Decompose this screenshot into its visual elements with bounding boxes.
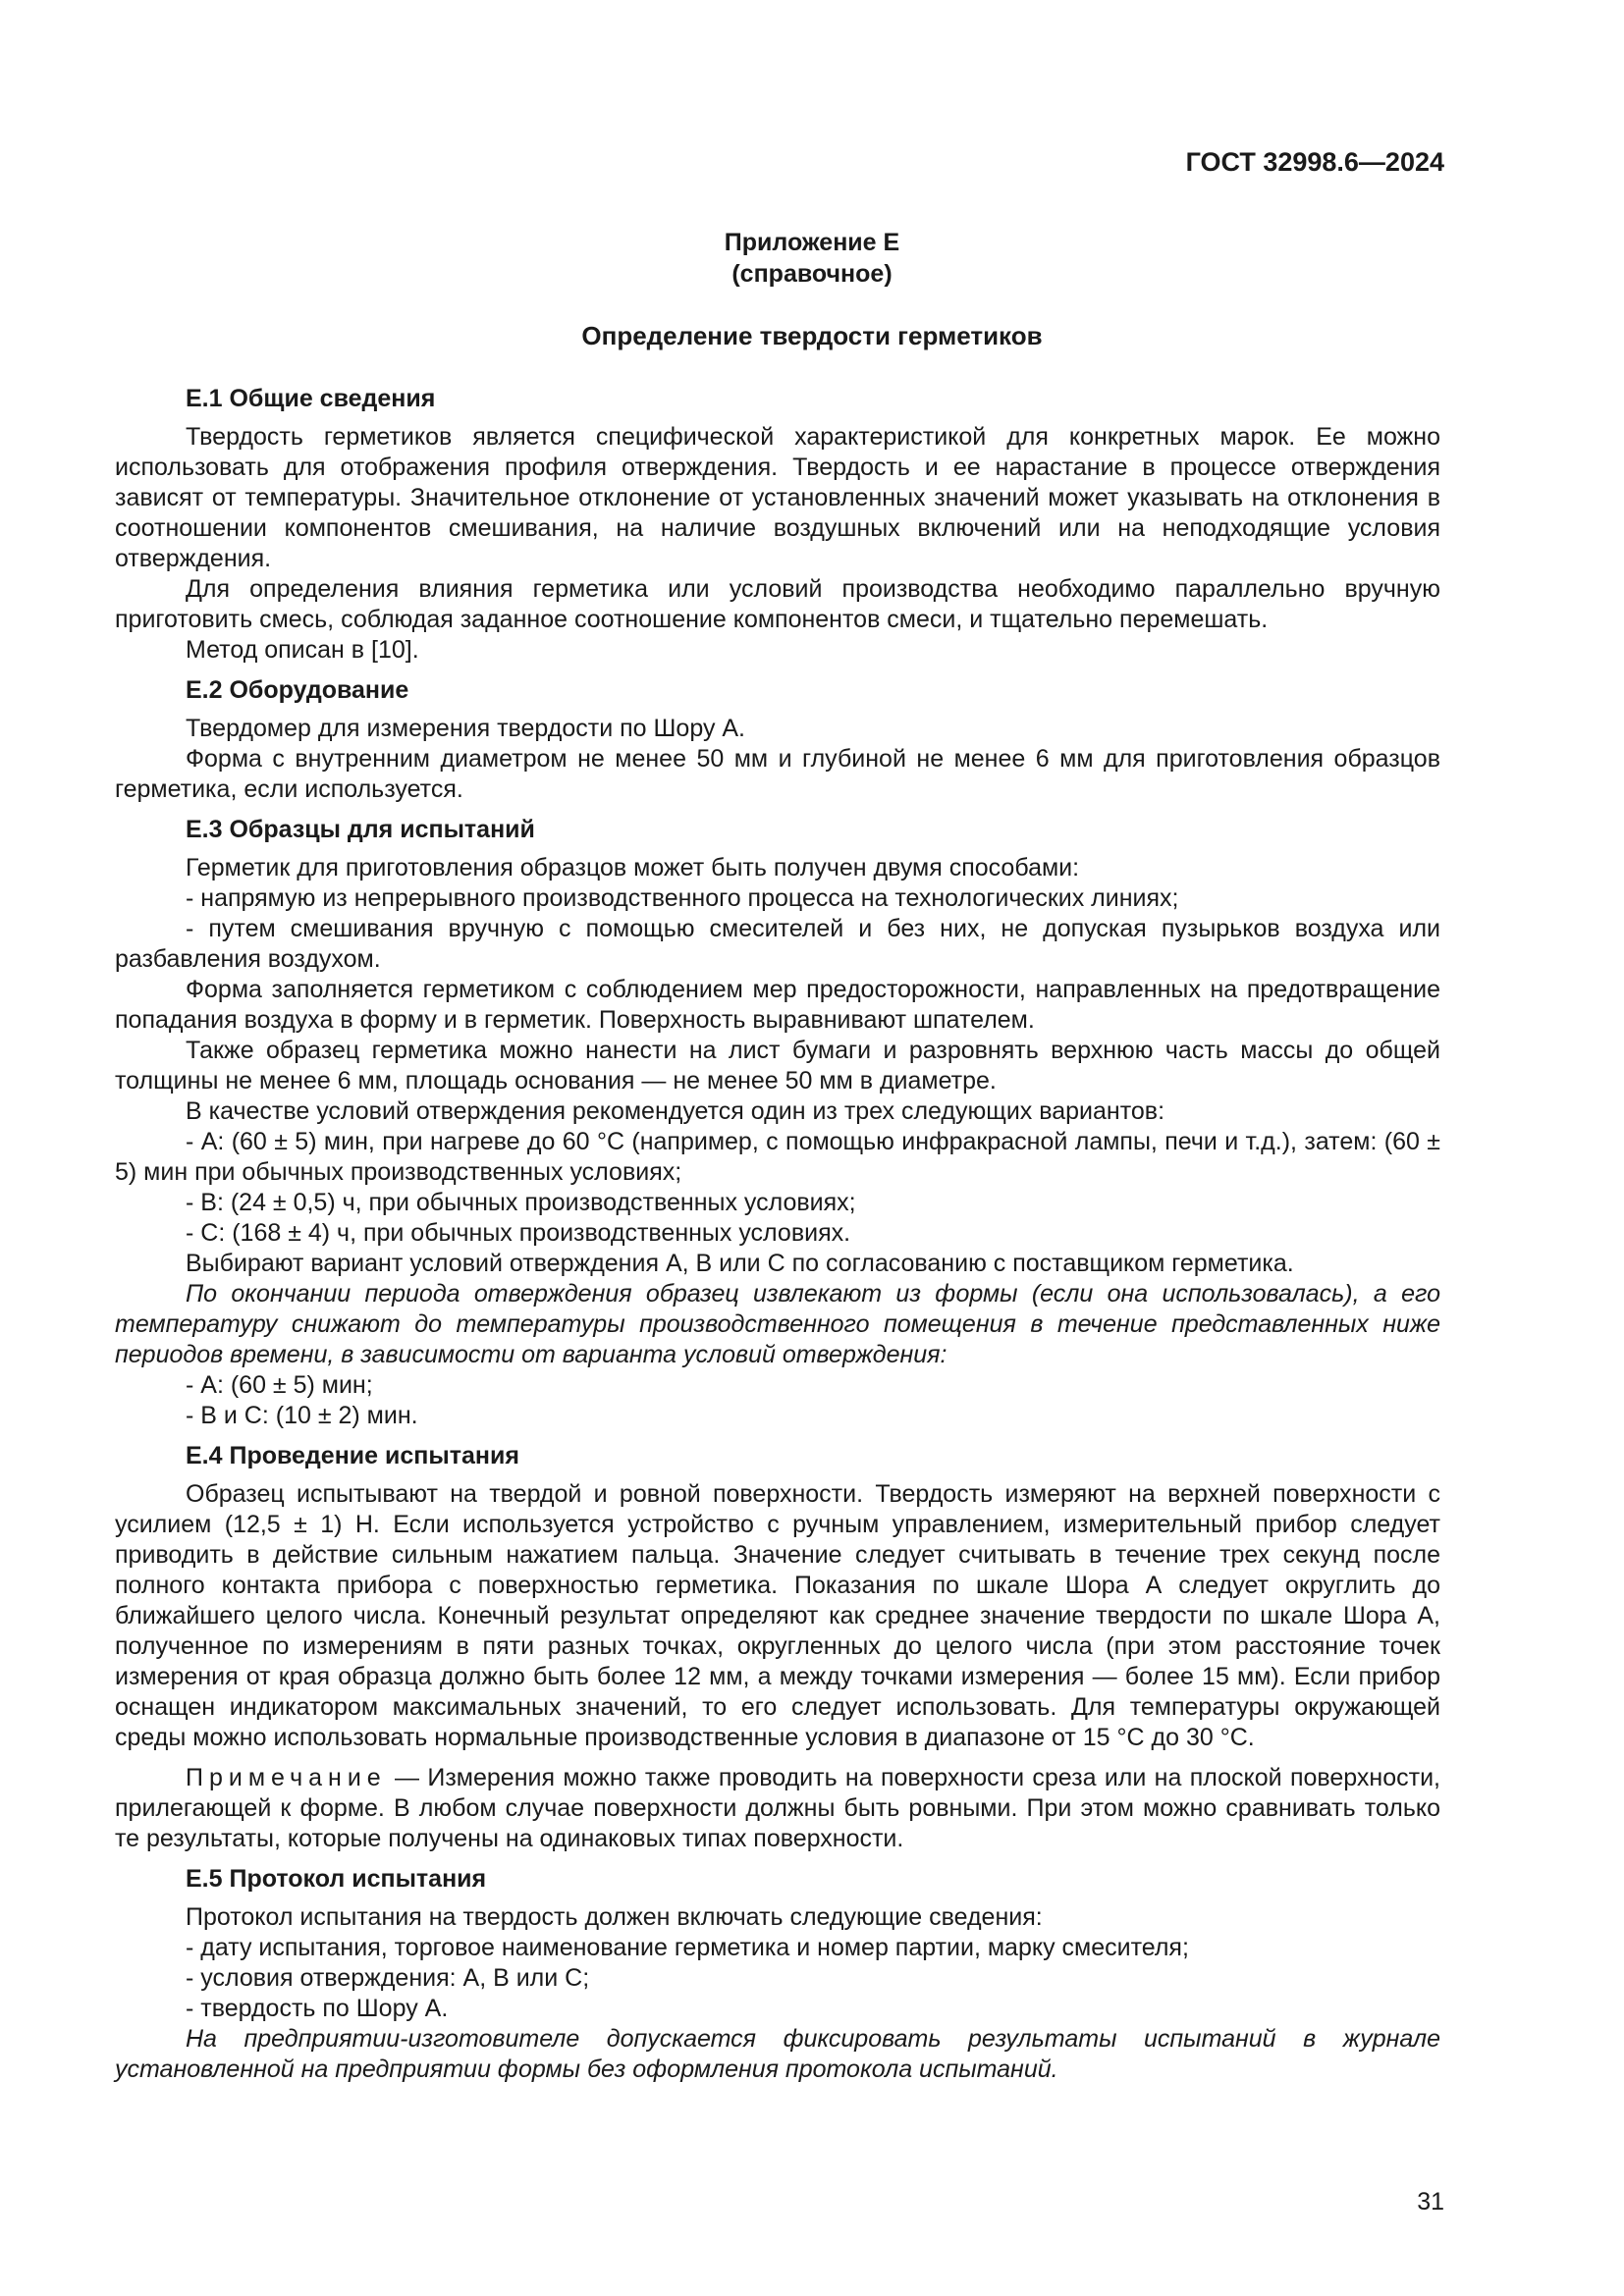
section-heading: Е.2 Оборудование bbox=[186, 676, 409, 704]
paragraph: В качестве условий отверждения рекомендуется один из трех следующих вариантов: bbox=[186, 1097, 1165, 1125]
note-text: — Измерения можно также проводить на поверхности среза или на плоской поверхности, прилегающей к форме. В любом случае поверхности должны быть ровными. При этом можно сравнивать только те результаты, которые получены на одинаковых типах поверхности. bbox=[115, 1764, 1440, 1852]
paragraph: Выбирают вариант условий отверждения А, В или С по согласованию с поставщиком герметика. bbox=[186, 1250, 1294, 1277]
section-e5 bbox=[115, 1864, 1440, 2085]
paragraph: Протокол испытания на твердость должен включать следующие сведения: bbox=[186, 1903, 1043, 1931]
paragraph: Форма заполняется герметиком с соблюдением мер предосторожности, направленных на предотвращение попадания воздуха в форму и в герметик. Поверхность выравнивают шпателем. bbox=[115, 976, 1440, 1034]
paragraph: Также образец герметика можно нанести на лист бумаги и разровнять верхнюю часть массы до общей толщины не менее 6 мм, площадь основания — не менее 50 мм в диаметре. bbox=[115, 1037, 1440, 1095]
document-body bbox=[115, 384, 1440, 2095]
list-item: - В и С: (10 ± 2) мин. bbox=[186, 1402, 418, 1429]
paragraph: Твердость герметиков является специфической характеристикой для конкретных марок. Ее можно использовать для отображения профиля отверждения. Твердость и ее нарастание в процессе отверждения зависят от температуры. Значительное отклонение от установленных значений может указывать на отклонения в соотношении компонентов смешивания, на наличие воздушных включений или на неподходящие условия отверждения. bbox=[115, 423, 1440, 572]
appendix-heading bbox=[0, 227, 1624, 290]
section-e4 bbox=[115, 1441, 1440, 1854]
list-item: - условия отверждения: А, В или С; bbox=[186, 1964, 590, 1992]
paragraph-italic: На предприятии-изготовителе допускается фиксировать результаты испытаний в журнале установленной на предприятии формы без оформления протокола испытаний. bbox=[115, 2025, 1440, 2083]
appendix-title: Определение твердости герметиков bbox=[581, 321, 1043, 350]
note-label: Примечание bbox=[186, 1764, 387, 1791]
appendix-label: Приложение Е bbox=[724, 229, 900, 256]
list-item: - твердость по Шору А. bbox=[186, 1995, 449, 2022]
section-heading: Е.1 Общие сведения bbox=[186, 385, 436, 412]
list-item: - напрямую из непрерывного производственного процесса на технологических линиях; bbox=[186, 884, 1179, 912]
section-e2 bbox=[115, 675, 1440, 805]
list-item: - А: (60 ± 5) мин, при нагреве до 60 °С (например, с помощью инфракрасной лампы, печи и т.д.), затем: (60 ± 5) мин при обычных производственных условиях; bbox=[115, 1128, 1440, 1186]
appendix-kind: (справочное) bbox=[731, 260, 893, 288]
list-item: - путем смешивания вручную с помощью смесителей и без них, не допуская пузырьков воздуха или разбавления воздухом. bbox=[115, 915, 1440, 973]
paragraph: Для определения влияния герметика или условий производства необходимо параллельно вручную приготовить смесь, соблюдая заданное соотношение компонентов смеси, и тщательно перемешать. bbox=[115, 575, 1440, 633]
page-number: 31 bbox=[1417, 2188, 1444, 2216]
paragraph: Твердомер для измерения твердости по Шору А. bbox=[186, 715, 746, 742]
section-heading: Е.4 Проведение испытания bbox=[186, 1442, 519, 1469]
document-number: ГОСТ 32998.6—2024 bbox=[1185, 147, 1444, 177]
section-e3 bbox=[115, 815, 1440, 1431]
paragraph: Метод описан в [10]. bbox=[186, 636, 419, 664]
list-item: - С: (168 ± 4) ч, при обычных производственных условиях. bbox=[186, 1219, 851, 1247]
paragraph-italic: По окончании периода отверждения образец извлекают из формы (если она использовалась), а его температуру снижают до температуры производственного помещения в течение представленных ниже периодов времени, в зависимости от варианта условий отверждения: bbox=[115, 1280, 1440, 1368]
note bbox=[115, 1763, 1440, 1854]
paragraph: Форма с внутренним диаметром не менее 50 мм и глубиной не менее 6 мм для приготовления образцов герметика, если используется. bbox=[115, 745, 1440, 803]
section-heading: Е.3 Образцы для испытаний bbox=[186, 816, 535, 843]
paragraph: Герметик для приготовления образцов может быть получен двумя способами: bbox=[186, 854, 1080, 881]
list-item: - дату испытания, торговое наименование герметика и номер партии, марку смесителя; bbox=[186, 1934, 1189, 1961]
section-e1 bbox=[115, 384, 1440, 666]
paragraph: Образец испытывают на твердой и ровной поверхности. Твердость измеряют на верхней поверхности с усилием (12,5 ± 1) Н. Если используется устройство с ручным управлением, измерительный прибор следует приводить в действие сильным нажатием пальца. Значение следует считывать в течение трех секунд после полного контакта прибора с поверхностью герметика. Показания по шкале Шора А следует округлить до ближайшего целого числа. Конечный результат определяют как среднее значение твердости по шкале Шора А, полученное по измерениям в пяти разных точках, округленных до целого числа (при этом расстояние точек измерения от края образца должно быть более 12 мм, а между точками измерения — более 15 мм). Если прибор оснащен индикатором максимальных значений, то его следует использовать. Для температуры окружающей среды можно использовать нормальные производственные условия в диапазоне от 15 °С до 30 °С. bbox=[115, 1480, 1440, 1751]
list-item: - А: (60 ± 5) мин; bbox=[186, 1371, 373, 1399]
list-item: - В: (24 ± 0,5) ч, при обычных производственных условиях; bbox=[186, 1189, 856, 1216]
section-heading: Е.5 Протокол испытания bbox=[186, 1865, 487, 1893]
